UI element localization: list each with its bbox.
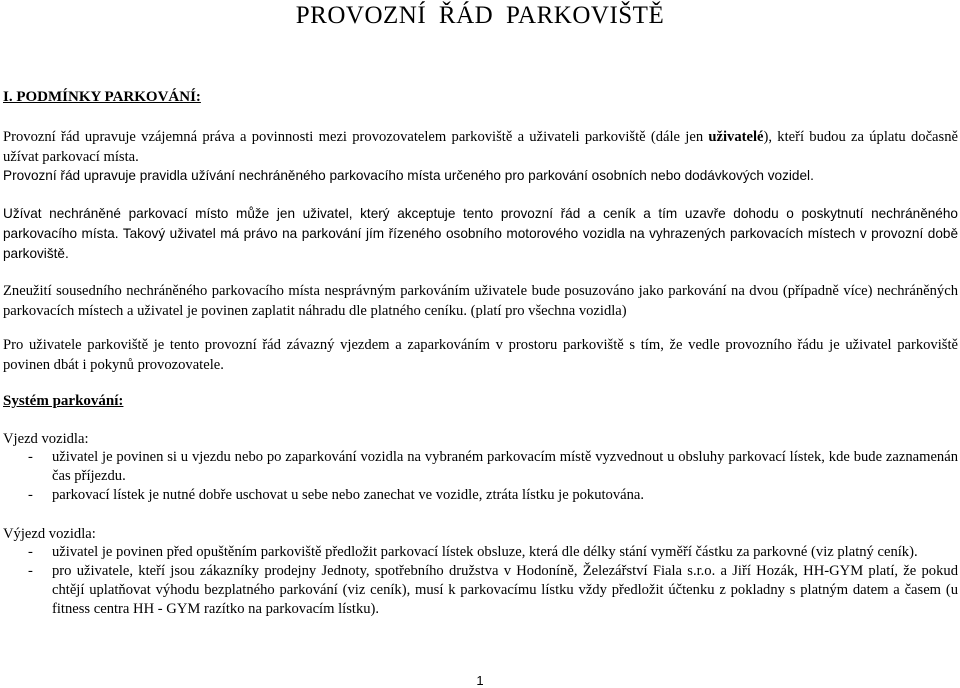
paragraph-text: Užívat nechráněné parkovací místo může jen uživatel, který akceptuje tento provozní řád a ceník a tím uzavře dohodu o poskytnutí nechráněného parkovacího místa. bbox=[3, 206, 958, 241]
section-heading-parking-conditions: I. PODMÍNKY PARKOVÁNÍ: bbox=[3, 89, 201, 105]
list-item: - uživatel je povinen si u vjezdu nebo po zaparkování vozidla na vybraném parkovacím místě vyzvednout u obsluhy parkovací lístek, kde bude zaznamenán čas příjezdu. bbox=[28, 449, 958, 484]
exit-list bbox=[3, 543, 958, 619]
list-item: - pro uživatele, kteří jsou zákazníky prodejny Jednoty, spotřebního družstva v Hodoníně, Železářství Fiala s.r.o. a Jiří Hozák, HH-GYM platí, že pokud chtějí uplatňovat výhodu bezplatného parkování (viz ceník), musí k parkovacímu lístku vždy předložit účtenku z pokladny s platným datem a časem (u fitness centra HH - GYM razítko na parkovacím lístku). bbox=[28, 563, 958, 617]
page-number: 1 bbox=[476, 673, 484, 688]
paragraph-binding-rules: Pro uživatele parkoviště je tento provozní řád závazný vjezdem a zaparkováním v prostoru parkoviště s tím, že vedle provozního řádu je uživatel parkoviště povinen dbát i pokynů provozovatele. bbox=[3, 337, 958, 373]
paragraph-usage-rules: Provozní řád upravuje pravidla užívání nechráněného parkovacího místa určeného pro parkování osobních nebo dodávkových vozidel. bbox=[3, 168, 814, 183]
exit-label: Výjezd vozidla: bbox=[3, 526, 96, 542]
bold-term-users: uživatelé bbox=[708, 129, 764, 145]
paragraph-misuse: Zneužití sousedního nechráněného parkovacího místa nesprávným parkováním uživatele bude posuzováno jako parkování na dvou (případně více) nechráněných parkovacích místech a uživatel je povinen zaplatit náhradu dle platného ceníku. (platí pro všechna vozidla) bbox=[3, 283, 958, 319]
paragraph-text: Takový uživatel má právo na parkování jím řízeného osobního motorového vozidla na vyhrazených parkovacích místech v provozní době parkoviště. bbox=[3, 226, 959, 261]
paragraph-usage-eligibility bbox=[3, 204, 958, 264]
paragraph-text: Provozní řád upravuje vzájemná práva a povinnosti mezi provozovatelem parkoviště a uživateli parkoviště (dále jen bbox=[3, 129, 709, 145]
list-item-text: uživatel je povinen si u vjezdu nebo po zaparkování vozidla na vybraném parkovacím místě vyzvednout u obsluhy parkovací lístek, kde bude zaznamenán čas příjezdu. bbox=[52, 449, 958, 484]
section-heading-parking-system: Systém parkování: bbox=[3, 393, 124, 409]
list-item-text: pro uživatele, kteří jsou zákazníky prodejny Jednoty, spotřebního družstva v Hodoníně, Železářství Fiala s.r.o. a Jiří Hozák, HH-GYM platí, že pokud chtějí uplatňovat výhodu bezplatného parkování (viz ceník), musí k parkovacímu lístku vždy předložit účtenku z pokladny s platným datem a časem (u fitness centra HH - GYM razítko na parkovacím lístku). bbox=[52, 563, 958, 617]
list-item: - parkovací lístek je nutné dobře uschovat u sebe nebo zanechat ve vozidle, ztráta lístku je pokutována. bbox=[28, 487, 645, 503]
list-item: - uživatel je povinen před opuštěním parkoviště předložit parkovací lístek obsluze, která dle délky stání vyměří částku za parkovné (viz platný ceník). bbox=[28, 544, 918, 560]
list-item-text: uživatel je povinen před opuštěním parkoviště předložit parkovací lístek obsluze, která dle délky stání vyměří částku za parkovné (viz platný ceník). bbox=[52, 544, 918, 560]
list-item-text: parkovací lístek je nutné dobře uschovat u sebe nebo zanechat ve vozidle, ztráta lístku je pokutována. bbox=[52, 487, 645, 503]
paragraph-text: ), kteří budou za úplatu dočasně užívat parkovací místa. bbox=[3, 129, 958, 165]
entry-label: Vjezd vozidla: bbox=[3, 431, 89, 447]
paragraph-rights-obligations bbox=[3, 127, 958, 167]
entry-list bbox=[3, 448, 958, 505]
document-title: PROVOZNÍ ŘÁD PARKOVIŠTĚ bbox=[295, 2, 665, 29]
